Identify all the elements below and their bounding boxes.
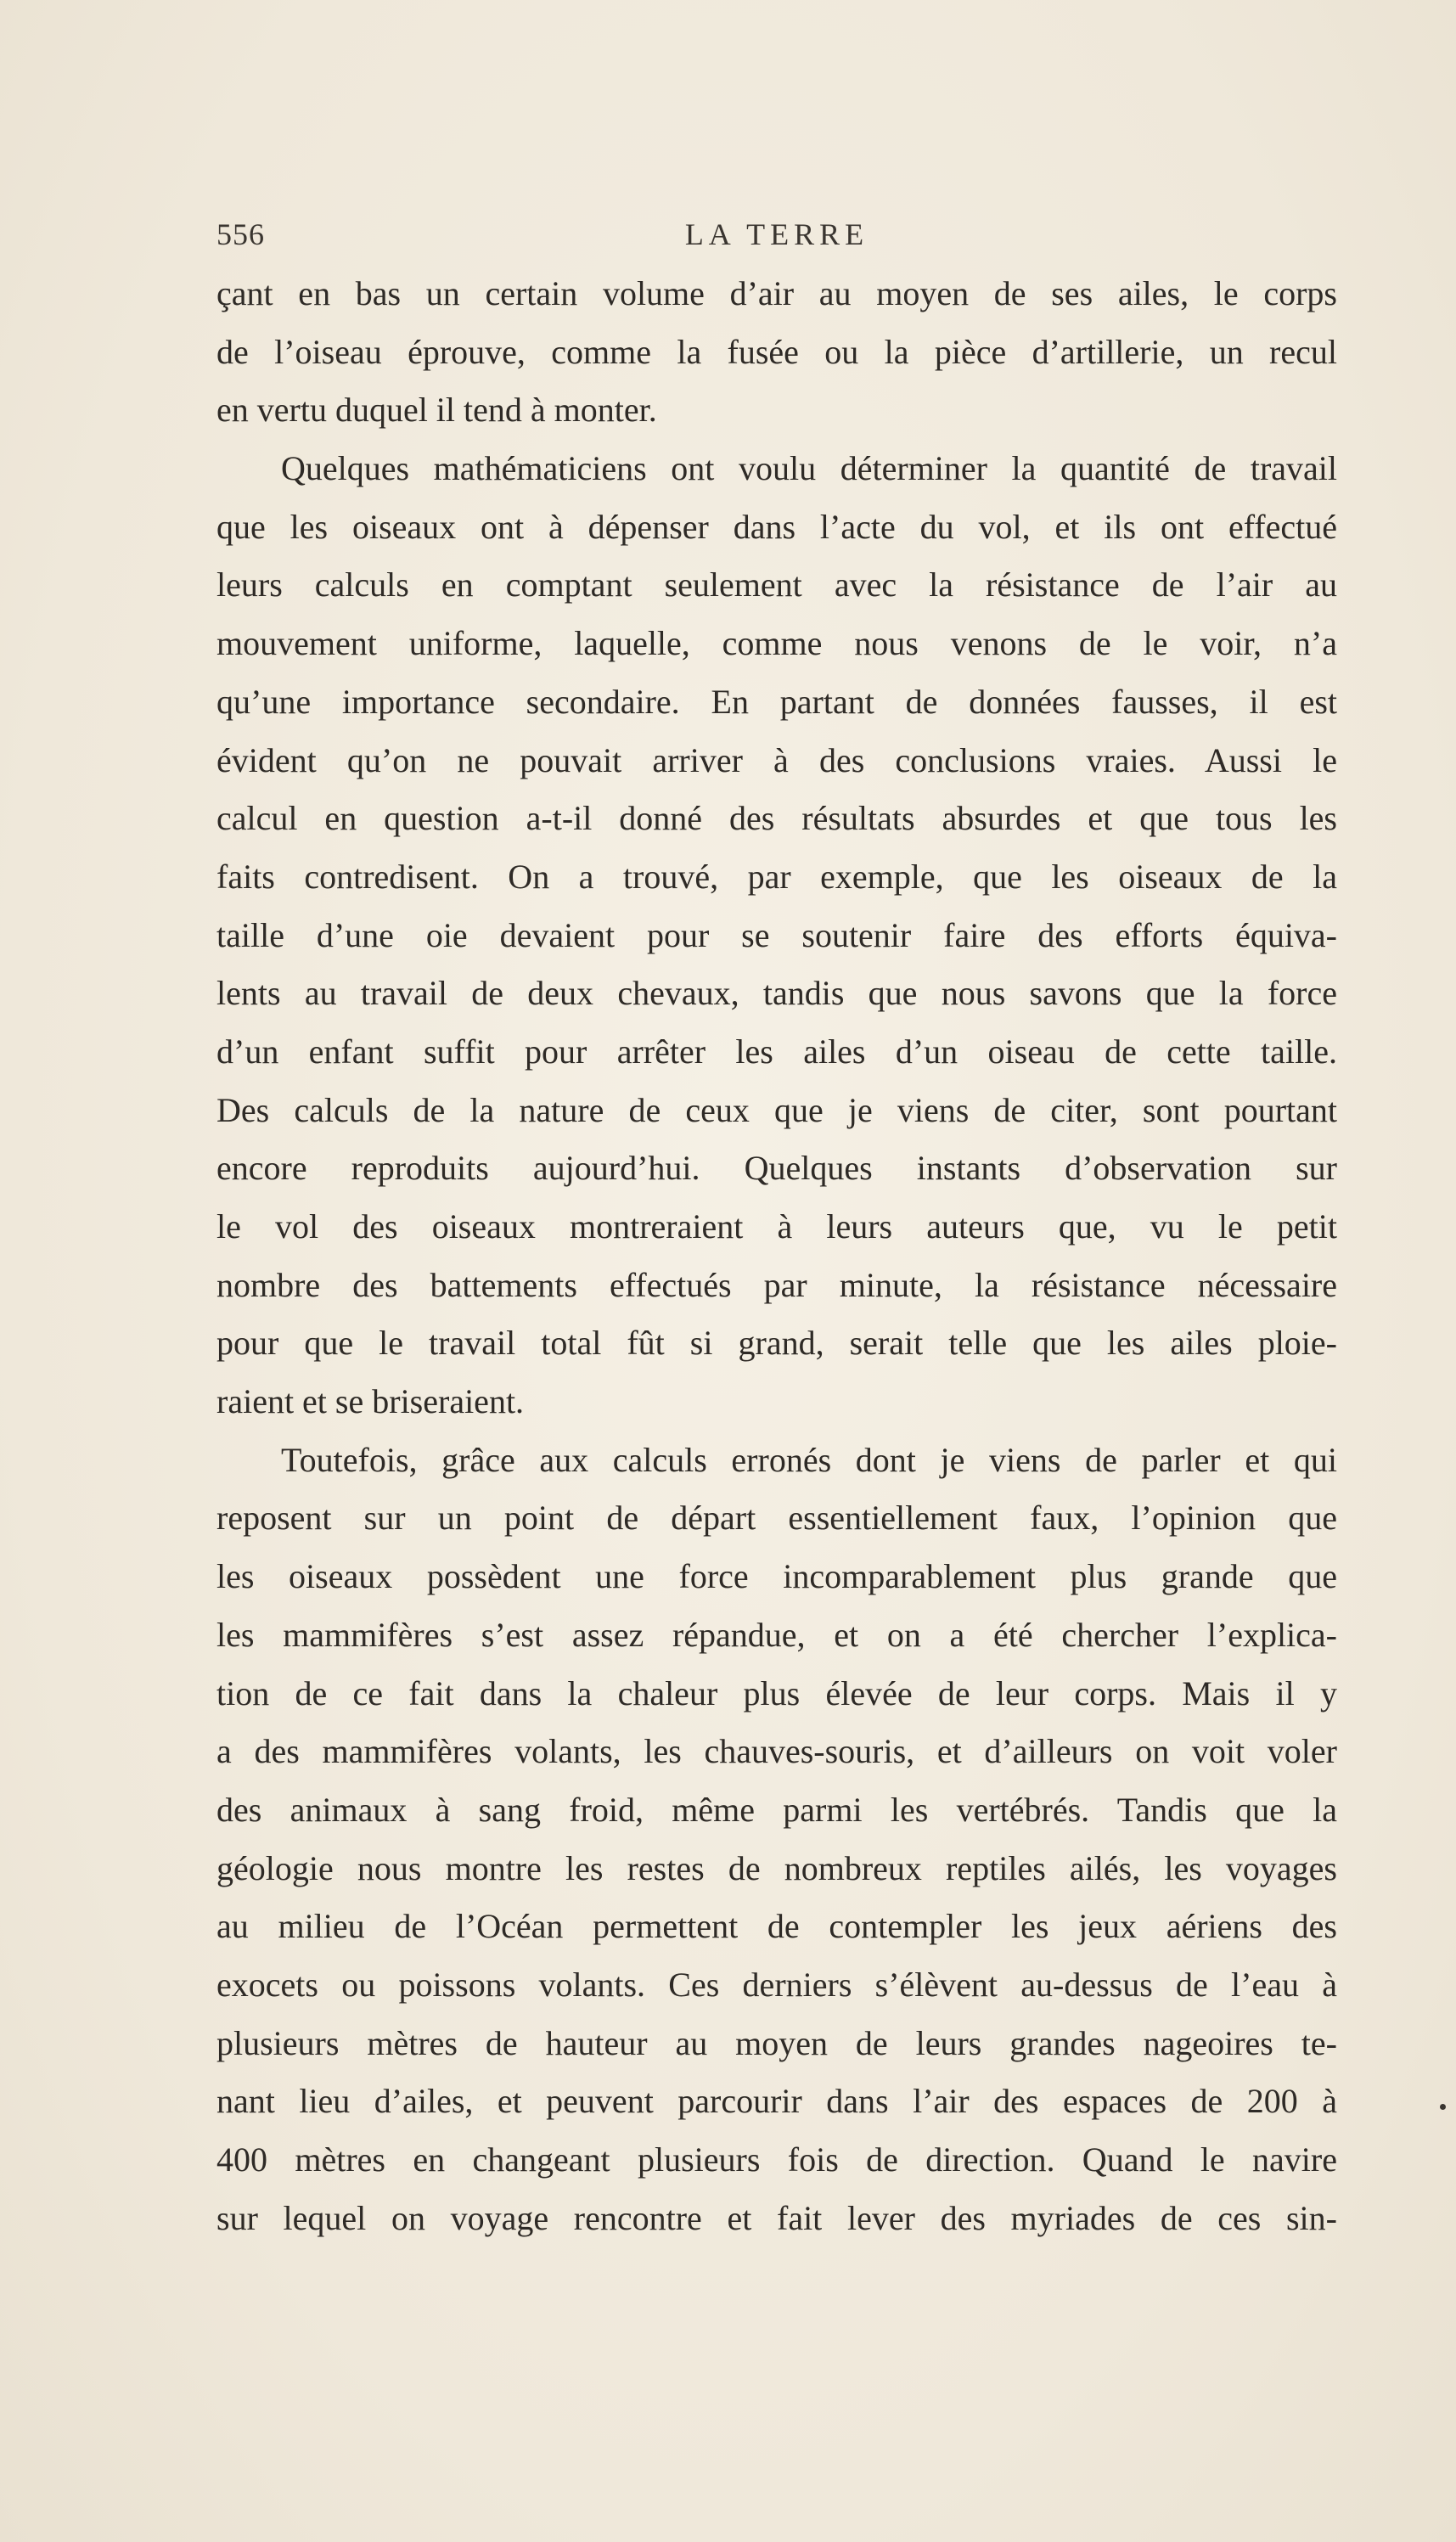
text-line: lents au travail de deux chevaux, tandis que nous savons que la force — [216, 974, 1337, 1013]
body-text — [216, 265, 1337, 2247]
text-line: çant en bas un certain volume d’air au moyen de ses ailes, le corps — [216, 274, 1337, 312]
text-line: évident qu’on ne pouvait arriver à des conclusions vraies. Aussi le — [216, 740, 1337, 779]
text-line: en vertu duquel il tend à monter. — [216, 391, 657, 430]
text-line: a des mammifères volants, les chauves-souris, et d’ailleurs on voit voler — [216, 1732, 1337, 1771]
text-line: pour que le travail total fût si grand, serait telle que les ailes ploie- — [216, 1324, 1337, 1363]
text-line: au milieu de l’Océan permettent de contempler les jeux aériens des — [216, 1907, 1337, 1946]
running-head — [216, 217, 1337, 259]
text-line: nant lieu d’ailes, et peuvent parcourir dans l’air des espaces de 200 à — [216, 2082, 1337, 2121]
margin-mark — [1440, 2104, 1446, 2110]
text-line: Toutefois, grâce aux calculs erronés dont je viens de parler et qui — [281, 1440, 1337, 1479]
text-line: Quelques mathématiciens ont voulu déterminer la quantité de travail — [281, 449, 1337, 488]
text-line: tion de ce fait dans la chaleur plus élevée de leur corps. Mais il y — [216, 1673, 1337, 1712]
text-line: sur lequel on voyage rencontre et fait lever des myriades de ces sin- — [216, 2198, 1337, 2237]
text-line: les oiseaux possèdent une force incomparablement plus grande que — [216, 1557, 1337, 1596]
text-line: 400 mètres en changeant plusieurs fois de direction. Quand le navire — [216, 2140, 1337, 2179]
text-line: mouvement uniforme, laquelle, comme nous venons de le voir, n’a — [216, 624, 1337, 663]
text-line: plusieurs mètres de hauteur au moyen de leurs grandes nageoires te- — [216, 2023, 1337, 2062]
text-line: des animaux à sang froid, même parmi les vertébrés. Tandis que la — [216, 1790, 1337, 1829]
text-line: de l’oiseau éprouve, comme la fusée ou la pièce d’artillerie, un recul — [216, 332, 1337, 371]
text-line: exocets ou poissons volants. Ces derniers s’élèvent au-dessus de l’eau à — [216, 1965, 1337, 2004]
text-line: le vol des oiseaux montreraient à leurs auteurs que, vu le petit — [216, 1207, 1337, 1246]
text-line: leurs calculs en comptant seulement avec la résistance de l’air au — [216, 565, 1337, 605]
text-line: qu’une importance secondaire. En partant de données fausses, il est — [216, 682, 1337, 721]
text-line: géologie nous montre les restes de nombreux reptiles ailés, les voyages — [216, 1848, 1337, 1887]
text-line: Des calculs de la nature de ceux que je viens de citer, sont pourtant — [216, 1090, 1337, 1129]
running-title: LA TERRE — [684, 217, 869, 251]
text-line: que les oiseaux ont à dépenser dans l’acte du vol, et ils ont effectué — [216, 507, 1337, 546]
text-line: calcul en question a-t-il donné des résultats absurdes et que tous les — [216, 799, 1337, 838]
text-line: nombre des battements effectués par minute, la résistance nécessaire — [216, 1265, 1337, 1304]
page-number: 556 — [216, 217, 265, 251]
text-line: les mammifères s’est assez répandue, et on a été chercher l’explica- — [216, 1615, 1337, 1654]
text-line: encore reproduits aujourd’hui. Quelques instants d’observation sur — [216, 1149, 1337, 1188]
text-line: taille d’une oie devaient pour se soutenir faire des efforts équiva- — [216, 915, 1337, 954]
text-line: reposent sur un point de départ essentiellement faux, l’opinion que — [216, 1499, 1337, 1538]
text-line: raient et se briseraient. — [216, 1382, 525, 1421]
text-line: d’un enfant suffit pour arrêter les ailes d’un oiseau de cette taille. — [216, 1032, 1337, 1071]
text-line: faits contredisent. On a trouvé, par exemple, que les oiseaux de la — [216, 857, 1337, 896]
